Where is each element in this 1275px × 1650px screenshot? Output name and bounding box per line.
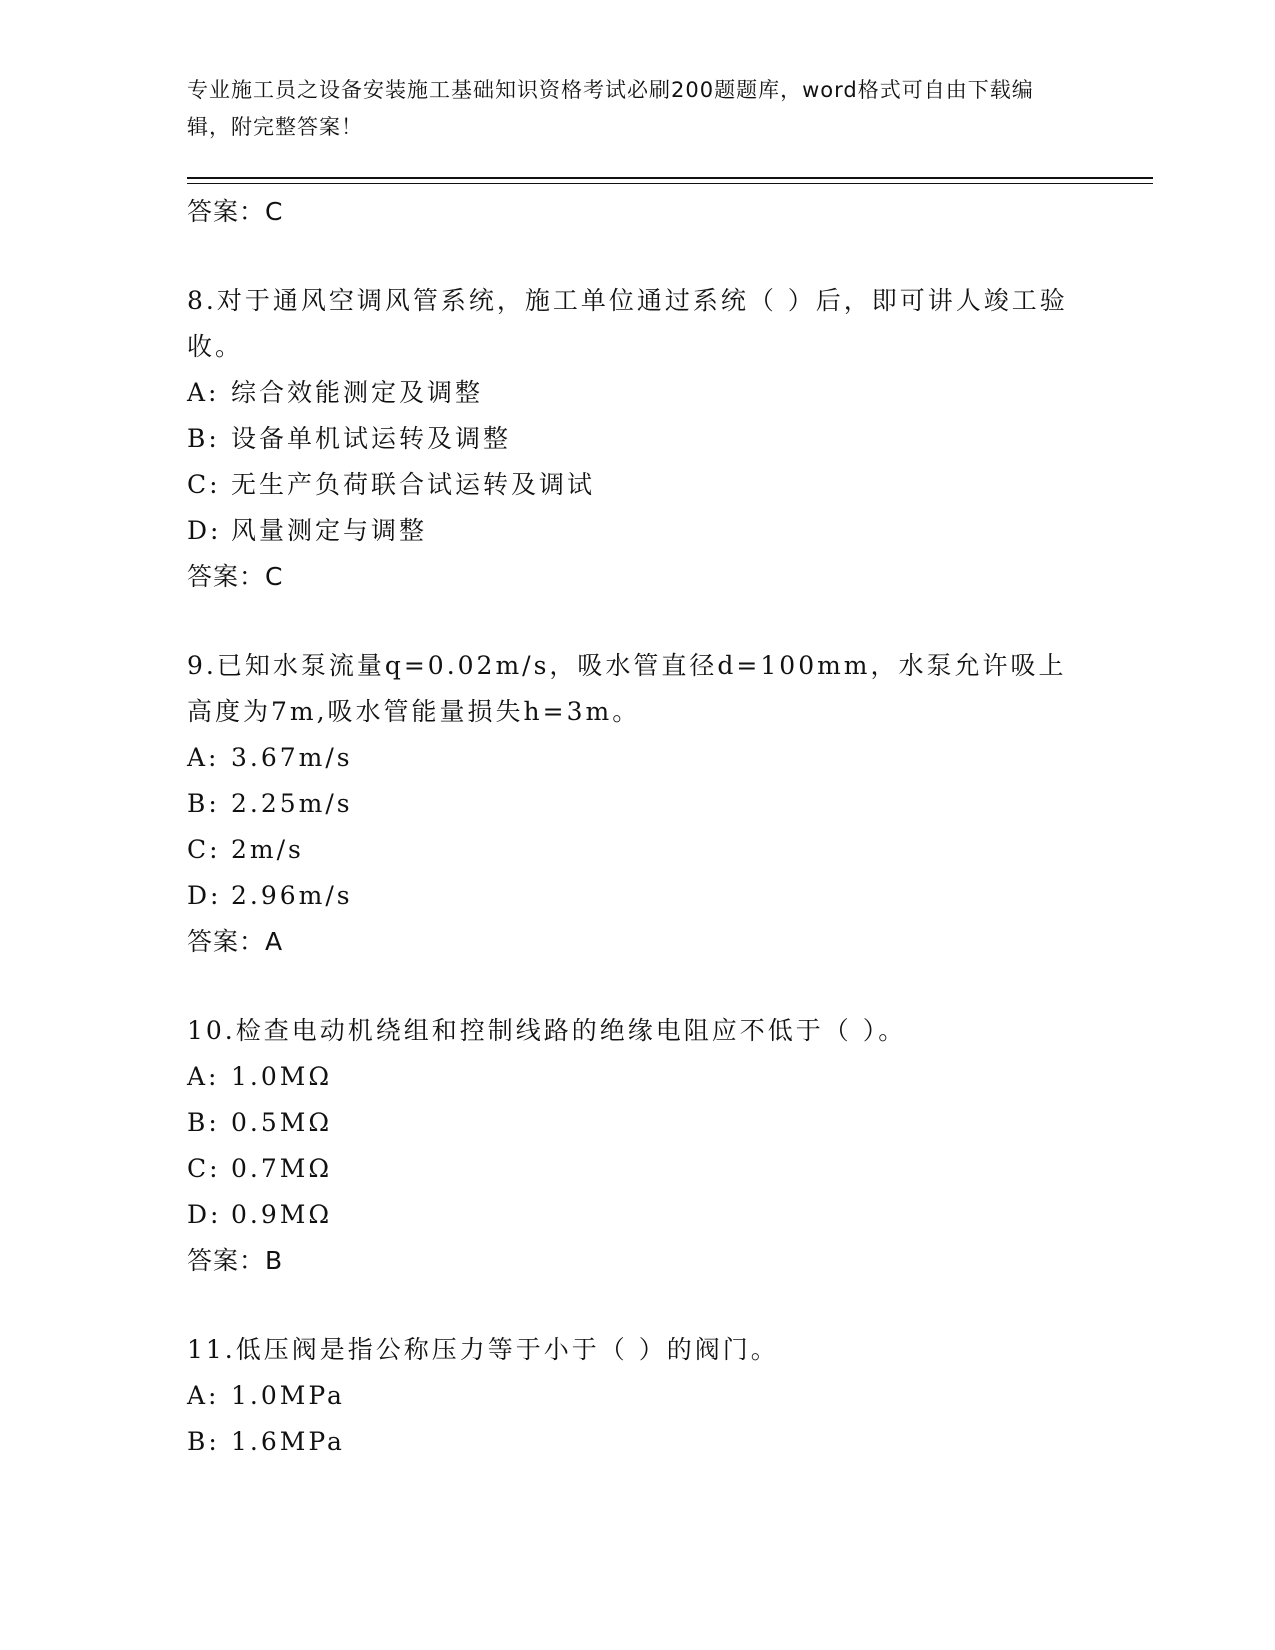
question-text: 8.对于通风空调风管系统，施工单位通过系统（ ）后，即可讲人竣工验收。 (187, 286, 1068, 361)
option-d (187, 873, 1087, 919)
option-a (187, 1054, 1087, 1100)
option-letter: C: (187, 1154, 221, 1183)
option-d (187, 508, 1087, 554)
option-b (187, 1100, 1087, 1146)
option-c (187, 1146, 1087, 1192)
answer-line: 答案：C (187, 562, 284, 591)
answer-line: 答案：A (187, 927, 284, 956)
question-block (187, 189, 1087, 235)
question-list (187, 189, 1087, 1465)
option-text: 无生产负荷联合试运转及调试 (231, 470, 596, 499)
option-letter: A: (187, 1062, 220, 1091)
answer-line: 答案：C (187, 197, 284, 226)
option-b (187, 416, 1087, 462)
option-letter: C: (187, 835, 221, 864)
question-block (187, 643, 1087, 965)
option-a (187, 735, 1087, 781)
option-b (187, 1419, 1087, 1465)
option-text: 3.67m/s (231, 743, 353, 772)
option-letter: D: (187, 1200, 222, 1229)
option-letter: A: (187, 743, 220, 772)
question-text: 10.检查电动机绕组和控制线路的绝缘电阻应不低于（ ）。 (187, 1016, 907, 1045)
option-text: 2m/s (231, 835, 304, 864)
option-letter: D: (187, 881, 222, 910)
option-letter: A: (187, 1381, 220, 1410)
option-d (187, 1192, 1087, 1238)
option-a (187, 370, 1087, 416)
option-a (187, 1373, 1087, 1419)
option-letter: B: (187, 424, 220, 453)
option-c (187, 827, 1087, 873)
question-text: 11.低压阀是指公称压力等于小于（ ）的阀门。 (187, 1335, 779, 1364)
header-rule-thin (187, 183, 1153, 184)
header-rule-thick (187, 177, 1153, 179)
option-text: 风量测定与调整 (231, 516, 428, 545)
option-letter: B: (187, 789, 220, 818)
option-text: 0.7MΩ (231, 1154, 333, 1183)
question-text: 9.已知水泵流量q=0.02m/s，吸水管直径d=100mm，水泵允许吸上高度为7m,吸水管能量损失h=3m。 (187, 651, 1067, 726)
option-text: 1.0MΩ (231, 1062, 333, 1091)
block-spacer (187, 1284, 1087, 1327)
option-text: 2.25m/s (231, 789, 353, 818)
option-text: 设备单机试运转及调整 (231, 424, 512, 453)
option-text: 2.96m/s (231, 881, 353, 910)
block-spacer (187, 965, 1087, 1008)
option-text: 综合效能测定及调整 (231, 378, 484, 407)
option-letter: B: (187, 1108, 220, 1137)
answer-line: 答案：B (187, 1246, 284, 1275)
question-block (187, 278, 1087, 600)
option-text: 1.0MPa (231, 1381, 345, 1410)
option-letter: A: (187, 378, 220, 407)
block-spacer (187, 235, 1087, 278)
option-text: 0.9MΩ (231, 1200, 333, 1229)
block-spacer (187, 600, 1087, 643)
option-text: 1.6MPa (231, 1427, 345, 1456)
option-letter: D: (187, 516, 222, 545)
option-c (187, 462, 1087, 508)
option-text: 0.5MΩ (231, 1108, 333, 1137)
page-header: 专业施工员之设备安装施工基础知识资格考试必刷200题题库，word格式可自由下载编辑，附完整答案！ (187, 78, 1034, 139)
question-block (187, 1008, 1087, 1284)
option-letter: B: (187, 1427, 220, 1456)
question-block (187, 1327, 1087, 1465)
option-letter: C: (187, 470, 221, 499)
option-b (187, 781, 1087, 827)
